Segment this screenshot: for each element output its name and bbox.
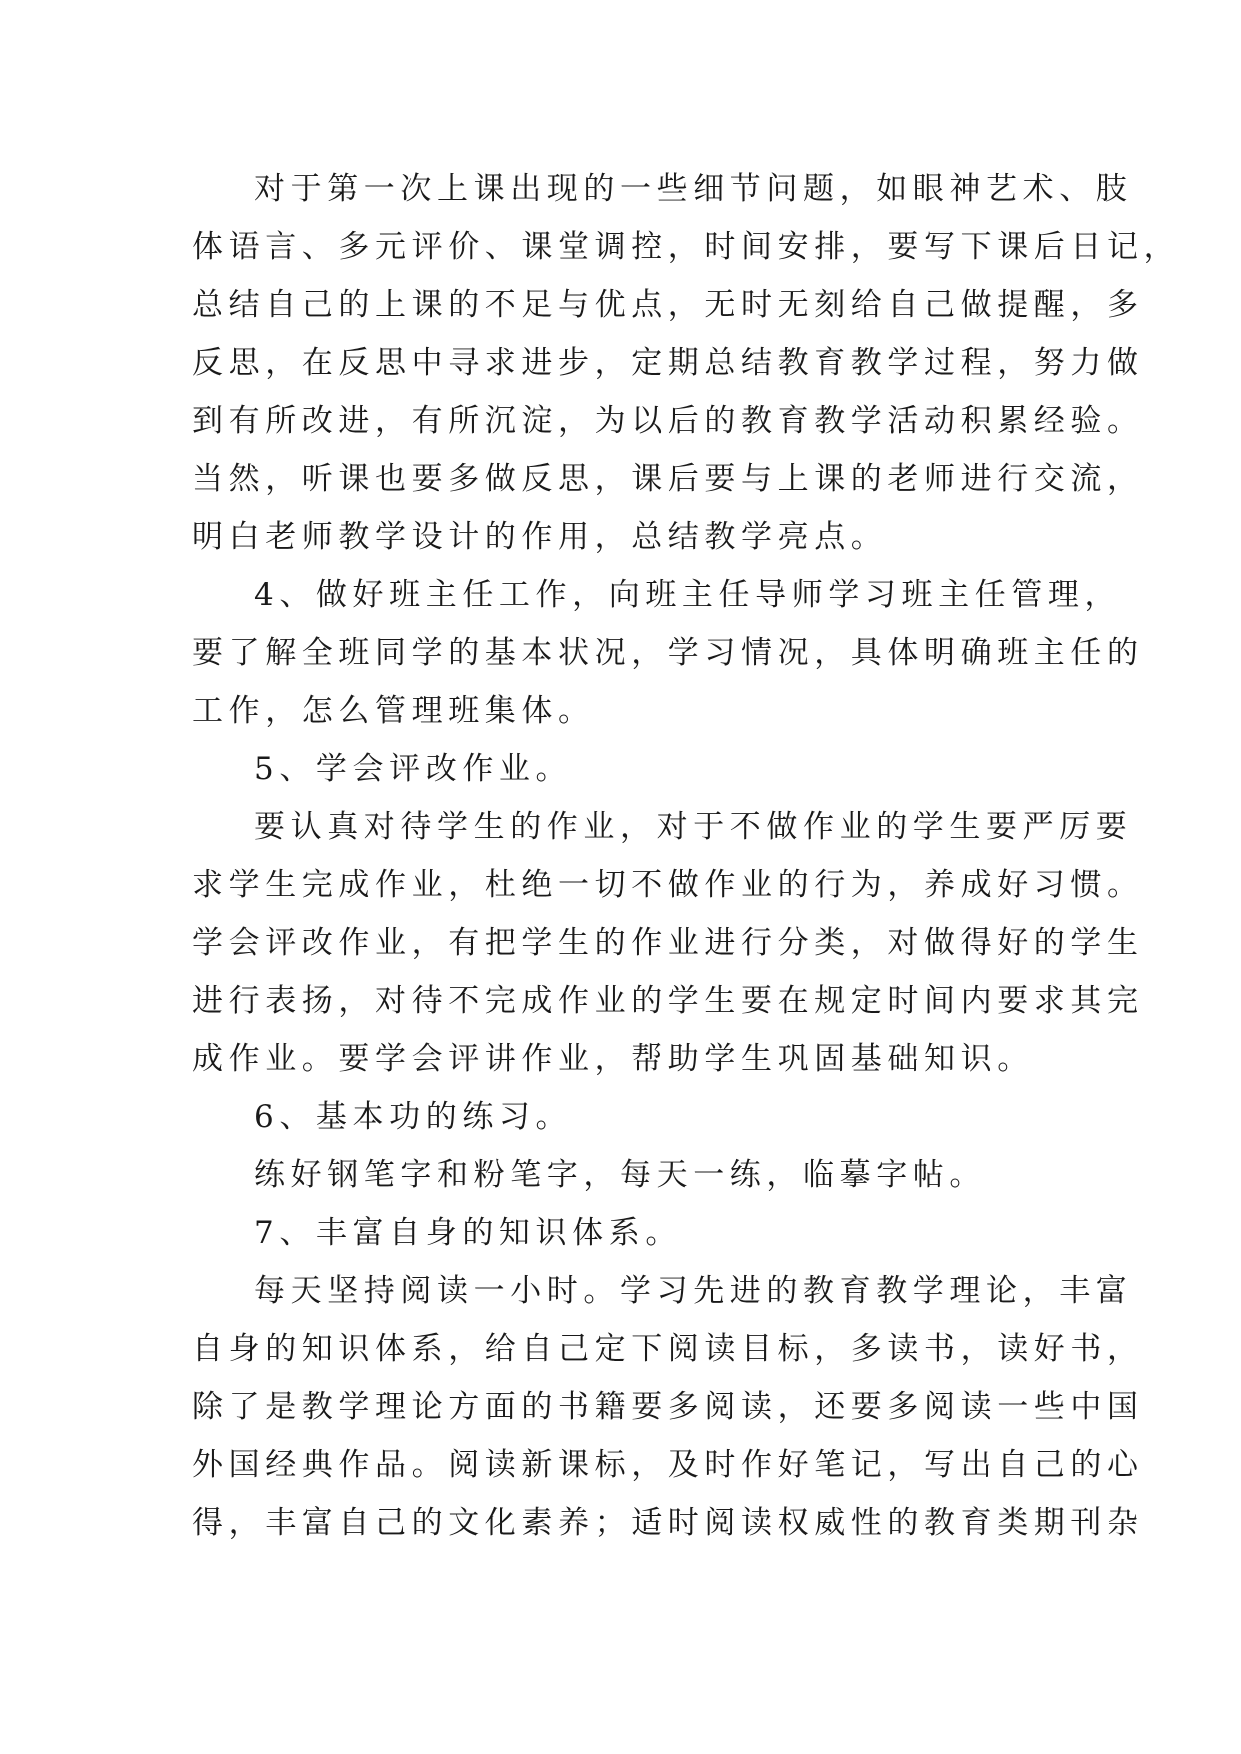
text-line: 5、学会评改作业。 bbox=[254, 751, 573, 787]
text-line: 6、基本功的练习。 bbox=[254, 1099, 573, 1135]
text-line: 对于第一次上课出现的一些细节问题，如眼神艺术、肢 bbox=[254, 171, 1133, 207]
text-line: 除了是教学理论方面的书籍要多阅读，还要多阅读一些中国 bbox=[192, 1389, 1144, 1425]
text-line: 进行表扬，对待不完成作业的学生要在规定时间内要求其完 bbox=[192, 983, 1144, 1019]
text-line: 到有所改进，有所沉淀，为以后的教育教学活动积累经验。 bbox=[192, 403, 1144, 439]
text-line: 4、做好班主任工作，向班主任导师学习班主任管理， bbox=[254, 577, 1122, 613]
document-body bbox=[192, 160, 1181, 1552]
text-line: 求学生完成作业，杜绝一切不做作业的行为，养成好习惯。 bbox=[192, 867, 1144, 903]
text-line: 学会评改作业，有把学生的作业进行分类，对做得好的学生 bbox=[192, 925, 1144, 961]
text-line: 得，丰富自己的文化素养；适时阅读权威性的教育类期刊杂 bbox=[192, 1505, 1144, 1541]
text-line: 工作，怎么管理班集体。 bbox=[192, 693, 595, 729]
text-line: 练好钢笔字和粉笔字，每天一练，临摹字帖。 bbox=[254, 1157, 986, 1193]
text-line: 要认真对待学生的作业，对于不做作业的学生要严厉要 bbox=[254, 809, 1133, 845]
text-line: 外国经典作品。阅读新课标，及时作好笔记，写出自己的心 bbox=[192, 1447, 1144, 1483]
text-line: 体语言、多元评价、课堂调控，时间安排，要写下课后日记， bbox=[192, 229, 1181, 265]
text-line: 每天坚持阅读一小时。学习先进的教育教学理论，丰富 bbox=[254, 1273, 1133, 1309]
text-line: 反思，在反思中寻求进步，定期总结教育教学过程，努力做 bbox=[192, 345, 1144, 381]
text-line: 总结自己的上课的不足与优点，无时无刻给自己做提醒，多 bbox=[192, 287, 1144, 323]
text-line: 明白老师教学设计的作用，总结教学亮点。 bbox=[192, 519, 888, 555]
text-line: 成作业。要学会评讲作业，帮助学生巩固基础知识。 bbox=[192, 1041, 1034, 1077]
text-line: 要了解全班同学的基本状况，学习情况，具体明确班主任的 bbox=[192, 635, 1144, 671]
text-line: 自身的知识体系，给自己定下阅读目标，多读书，读好书， bbox=[192, 1331, 1144, 1367]
text-line: 7、丰富自身的知识体系。 bbox=[254, 1215, 682, 1251]
text-line: 当然，听课也要多做反思，课后要与上课的老师进行交流， bbox=[192, 461, 1144, 497]
